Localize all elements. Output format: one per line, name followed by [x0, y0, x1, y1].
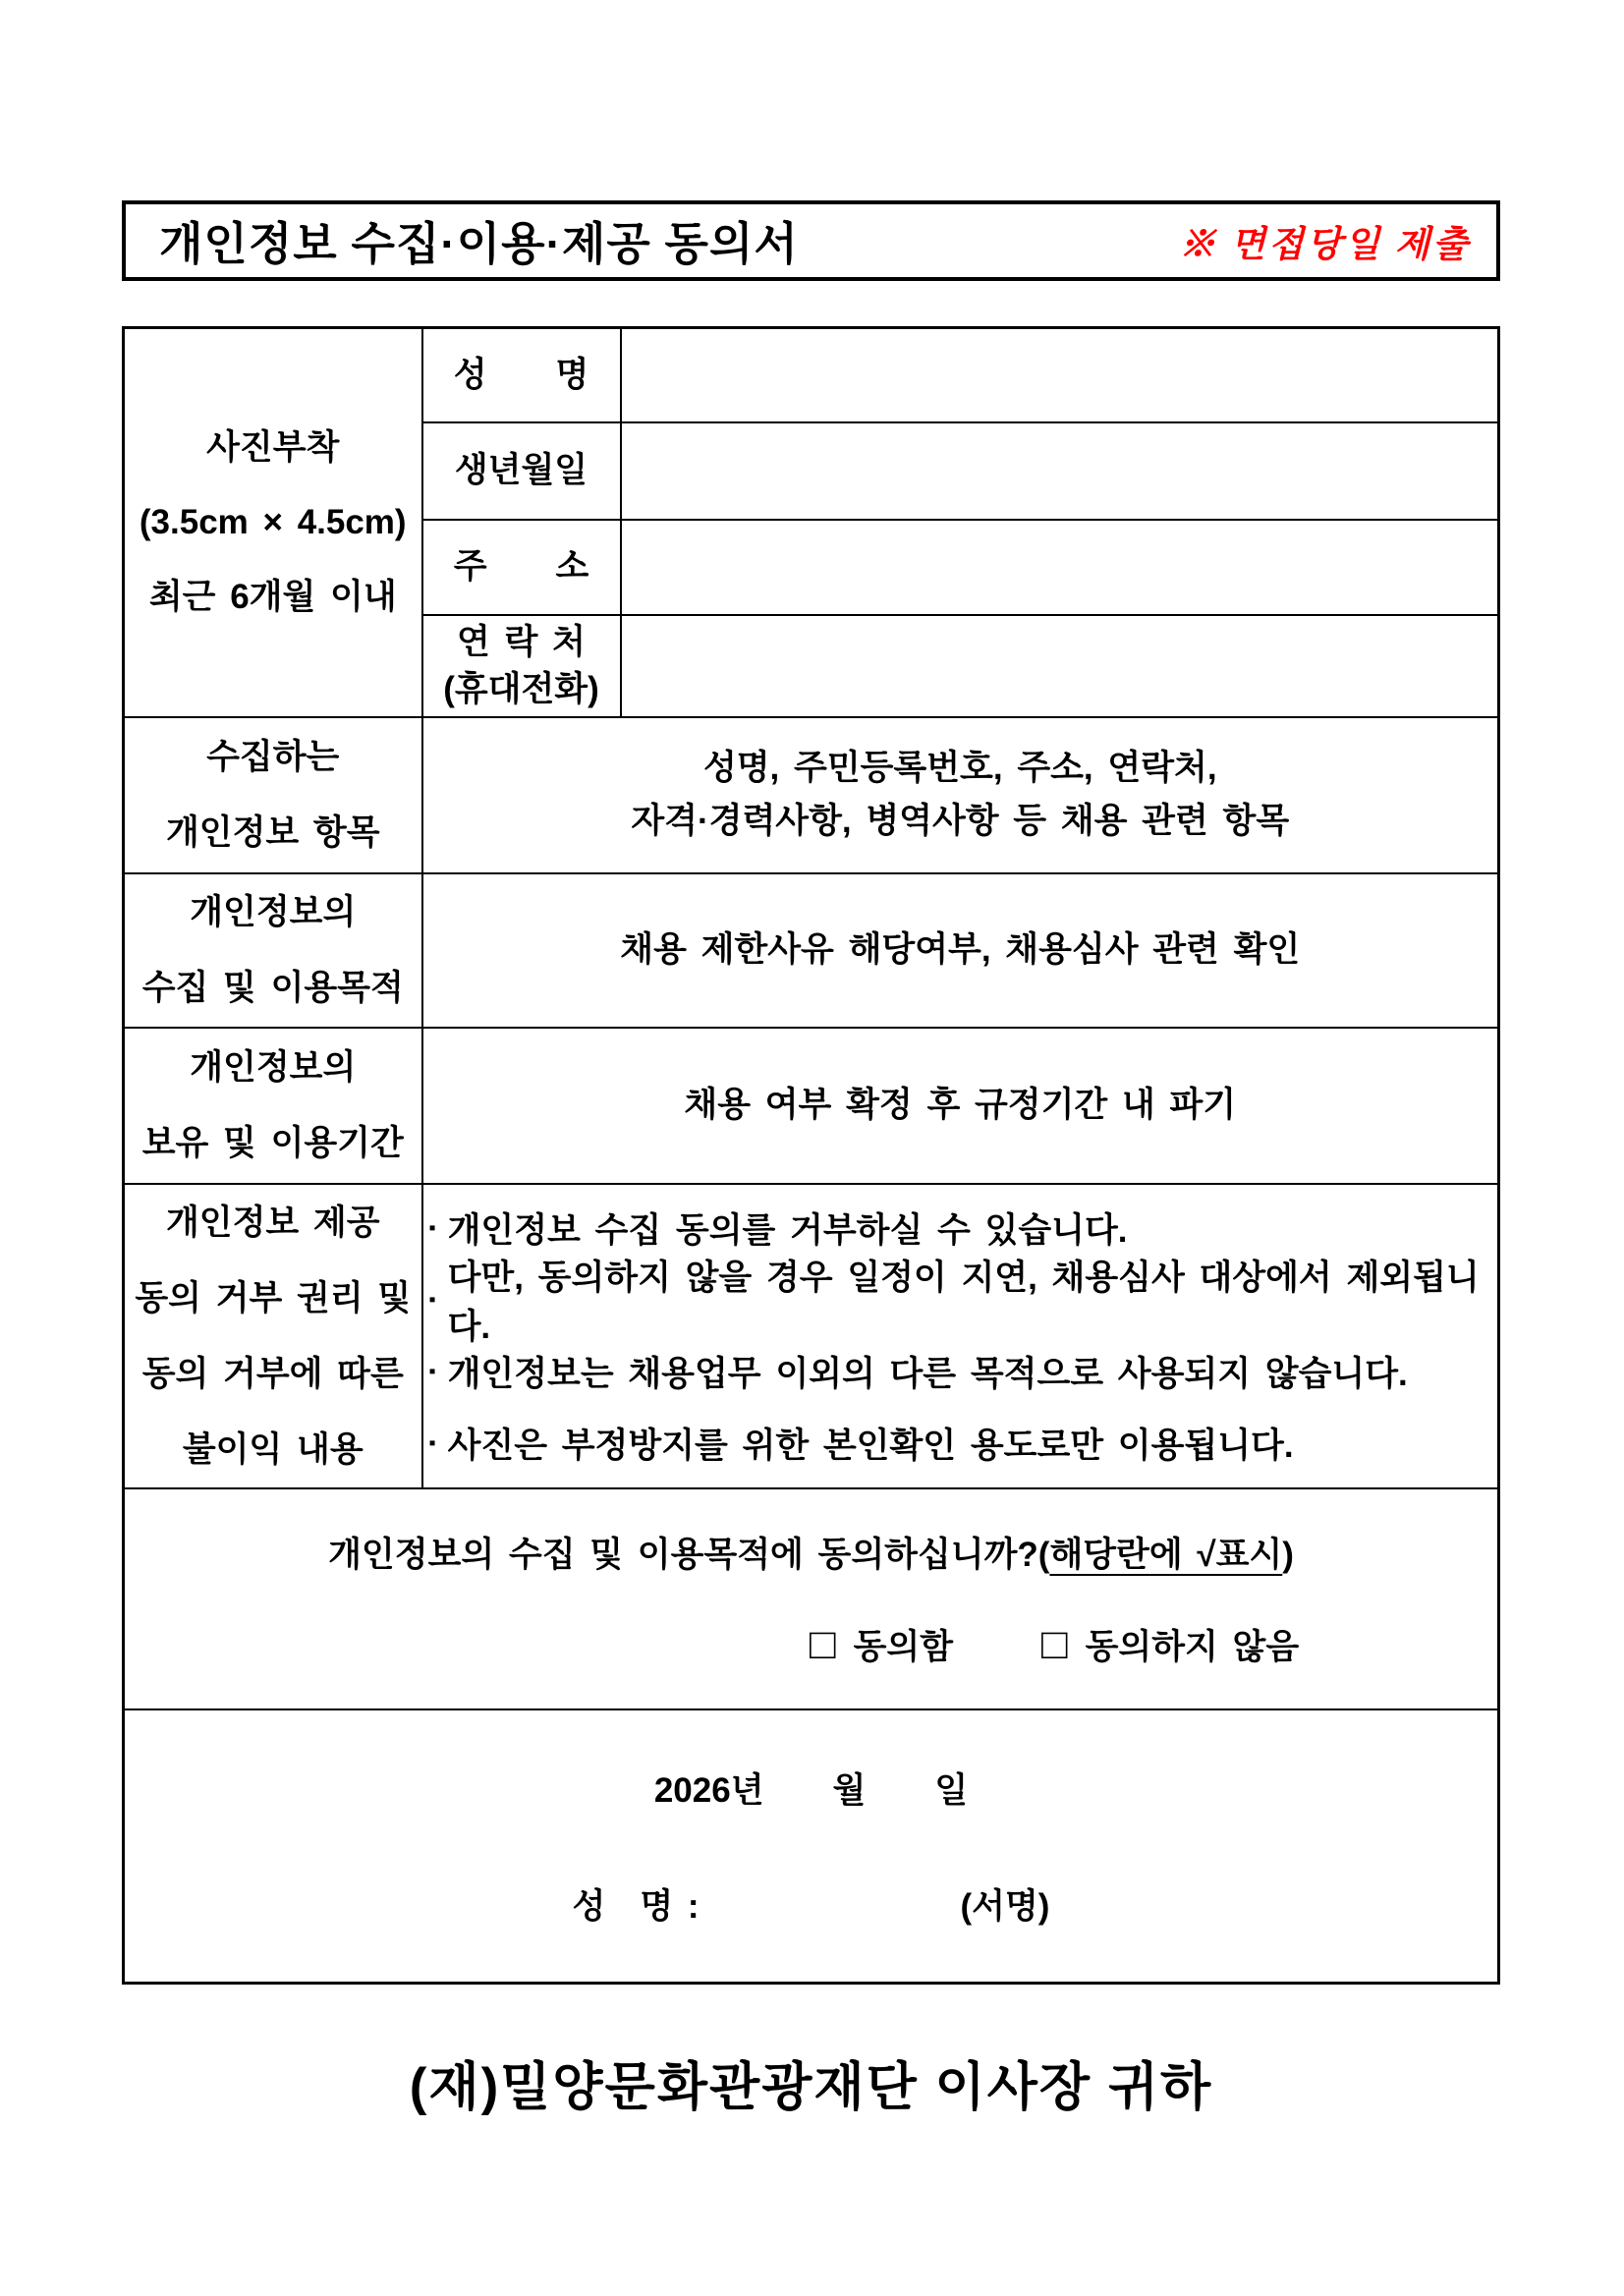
disagree-checkbox[interactable]: □: [1041, 1620, 1068, 1668]
retention-label: [124, 1028, 422, 1184]
consent-question: [125, 1528, 1497, 1577]
collected-items-label: [124, 717, 422, 873]
row-collected-items: [124, 717, 1499, 873]
title-box: [122, 200, 1500, 281]
date-day: 일: [934, 1770, 969, 1810]
consent-options: [810, 1620, 1497, 1669]
form-title: 개인정보 수집·이용·제공 동의서: [159, 218, 799, 269]
name-input-cell[interactable]: [621, 328, 1499, 422]
name-label: 성 명: [422, 328, 621, 422]
refusal-bullet-1-text: 개인정보 수집 동의를 거부하실 수 있습니다.: [447, 1211, 1128, 1250]
refusal-label-line2: 동의 거부 권리 및: [135, 1278, 412, 1317]
row-retention: [124, 1028, 1499, 1184]
submission-note: ※ 면접당일 제출: [1179, 225, 1471, 265]
signature-sign-label: (서명): [960, 1886, 1050, 1926]
purpose-label-line2: 수집 및 이용목적: [141, 969, 404, 1007]
row-signature: [124, 1709, 1499, 1984]
collected-items-content: [422, 717, 1499, 873]
birthdate-input-cell[interactable]: [621, 422, 1499, 520]
address-input-cell[interactable]: [621, 520, 1499, 615]
date-line: [125, 1764, 1497, 1813]
date-month: 월: [832, 1770, 867, 1810]
refusal-bullet-4-text: 사진은 부정방지를 위한 본인확인 용도로만 이용됩니다.: [447, 1427, 1294, 1465]
photo-label-line2: (3.5cm × 4.5cm): [139, 502, 407, 541]
refusal-bullet-2: [423, 1259, 1498, 1346]
bullet-icon: ▪: [428, 1361, 436, 1382]
refusal-label: [124, 1184, 422, 1488]
retention-content: [422, 1028, 1499, 1184]
collected-items-content-line2: 자격·경력사항, 병역사항 등 채용 관련 항목: [631, 802, 1290, 840]
bullet-icon: ▪: [428, 1217, 436, 1239]
consent-question-cell: [124, 1488, 1499, 1709]
purpose-label-line1: 개인정보의: [190, 893, 357, 931]
document-body: [122, 200, 1500, 2120]
contact-label-line2: (휴대전화): [443, 669, 599, 708]
contact-label: [422, 615, 621, 717]
refusal-label-line4: 불이익 내용: [182, 1429, 364, 1469]
recipient-line: (재)밀양문화관광재단 이사장 귀하: [409, 2058, 1213, 2116]
collected-items-label-line2: 개인정보 항목: [165, 813, 380, 852]
row-consent-question: [124, 1488, 1499, 1709]
retention-label-line2: 보유 및 이용기간: [141, 1124, 404, 1162]
collected-items-label-line1: 수집하는: [206, 738, 340, 776]
retention-label-line1: 개인정보의: [190, 1048, 357, 1087]
signature-cell: [124, 1709, 1499, 1984]
purpose-content: [422, 873, 1499, 1028]
address-label: 주 소: [422, 520, 621, 615]
photo-attachment-cell: [124, 328, 422, 717]
contact-label-line1: 연 락 처: [457, 623, 586, 662]
signature-line: [125, 1879, 1497, 1929]
signature-name-label: 성 명 :: [572, 1886, 700, 1926]
photo-label-line1: 사진부착: [206, 428, 340, 468]
refusal-bullet-2-text: 다만, 동의하지 않을 경우 일정이 지연, 채용심사 대상에서 제외됩니다.: [447, 1259, 1480, 1346]
disagree-label: 동의하지 않음: [1085, 1628, 1300, 1666]
birthdate-label: 생년월일: [422, 422, 621, 520]
purpose-label: [124, 873, 422, 1028]
consent-question-prefix: 개인정보의 수집 및 이용목적에 동의하십니까?(: [328, 1536, 1050, 1574]
purpose-content-line1: 채용 제한사유 해당여부, 채용심사 관련 확인: [620, 929, 1301, 969]
row-purpose: [124, 873, 1499, 1028]
consent-form-table: [122, 326, 1500, 1985]
agree-label: 동의함: [853, 1628, 954, 1666]
consent-question-suffix: ): [1282, 1536, 1294, 1574]
consent-question-underlined: 해당란에 √표시: [1049, 1536, 1283, 1574]
retention-content-line1: 채용 여부 확정 후 규정기간 내 파기: [684, 1085, 1237, 1124]
row-name: [124, 328, 1499, 422]
bullet-icon: ▪: [428, 1289, 436, 1311]
refusal-bullet-3-text: 개인정보는 채용업무 이외의 다른 목적으로 사용되지 않습니다.: [447, 1355, 1408, 1393]
refusal-content: [422, 1184, 1499, 1488]
refusal-label-line1: 개인정보 제공: [165, 1203, 380, 1242]
contact-input-cell[interactable]: [621, 615, 1499, 717]
row-refusal: [124, 1184, 1499, 1488]
refusal-bullet-3: [423, 1336, 1498, 1408]
date-year: 2026년: [653, 1770, 764, 1810]
refusal-bullet-4: [423, 1408, 1498, 1480]
bullet-icon: ▪: [428, 1432, 436, 1454]
collected-items-content-line1: 성명, 주민등록번호, 주소, 연락처,: [702, 748, 1217, 787]
photo-label-line3: 최근 6개월 이내: [148, 577, 397, 616]
agree-checkbox[interactable]: □: [810, 1620, 836, 1668]
refusal-label-line3: 동의 거부에 따른: [141, 1354, 404, 1393]
